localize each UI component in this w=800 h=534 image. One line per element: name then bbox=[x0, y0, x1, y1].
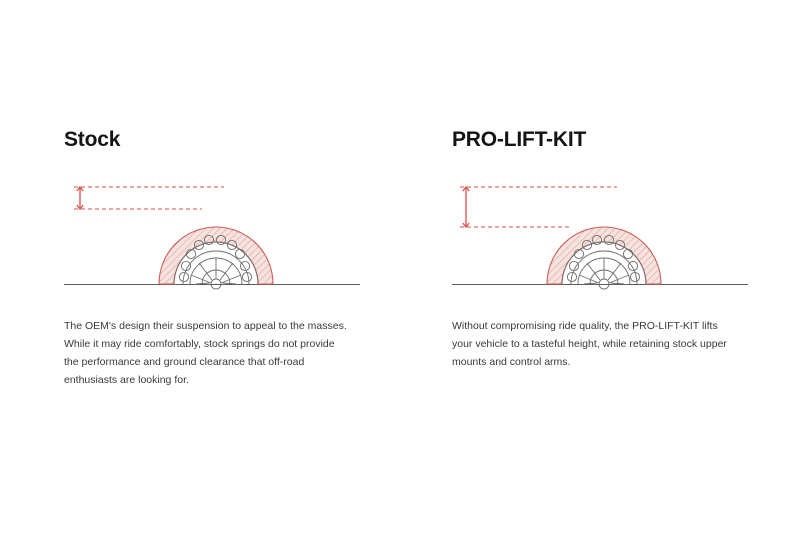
panel-body-text-stock: The OEM's design their suspension to appeal to the masses. While it may ride comfortably, stock springs do not provide the performance and ground clearance that off-road enthusiasts are looking for. bbox=[64, 320, 347, 387]
panel-stock bbox=[64, 128, 364, 389]
panel-body-stock bbox=[64, 317, 352, 389]
wheel-spokes bbox=[579, 258, 629, 284]
gap-dashed-lines bbox=[460, 187, 617, 227]
gap-dashed-lines bbox=[74, 187, 224, 209]
panel-body-text-pro-lift-kit: Without compromising ride quality, the PRO-LIFT-KIT lifts your vehicle to a tasteful height, while retaining stock upper mounts and control arms. bbox=[452, 320, 727, 369]
panel-title-pro-lift-kit: PRO-LIFT-KIT bbox=[452, 128, 587, 151]
fender-gap-measure-arrow bbox=[463, 187, 469, 227]
fender-gap-measure-arrow bbox=[77, 187, 83, 209]
figure-pro-lift-kit bbox=[452, 179, 748, 295]
figure-stock bbox=[64, 179, 360, 295]
panel-pro-lift-kit bbox=[452, 128, 752, 371]
panel-title-stock: Stock bbox=[64, 128, 121, 151]
panel-body-pro-lift-kit bbox=[452, 317, 740, 371]
wheel-spokes bbox=[191, 258, 241, 284]
